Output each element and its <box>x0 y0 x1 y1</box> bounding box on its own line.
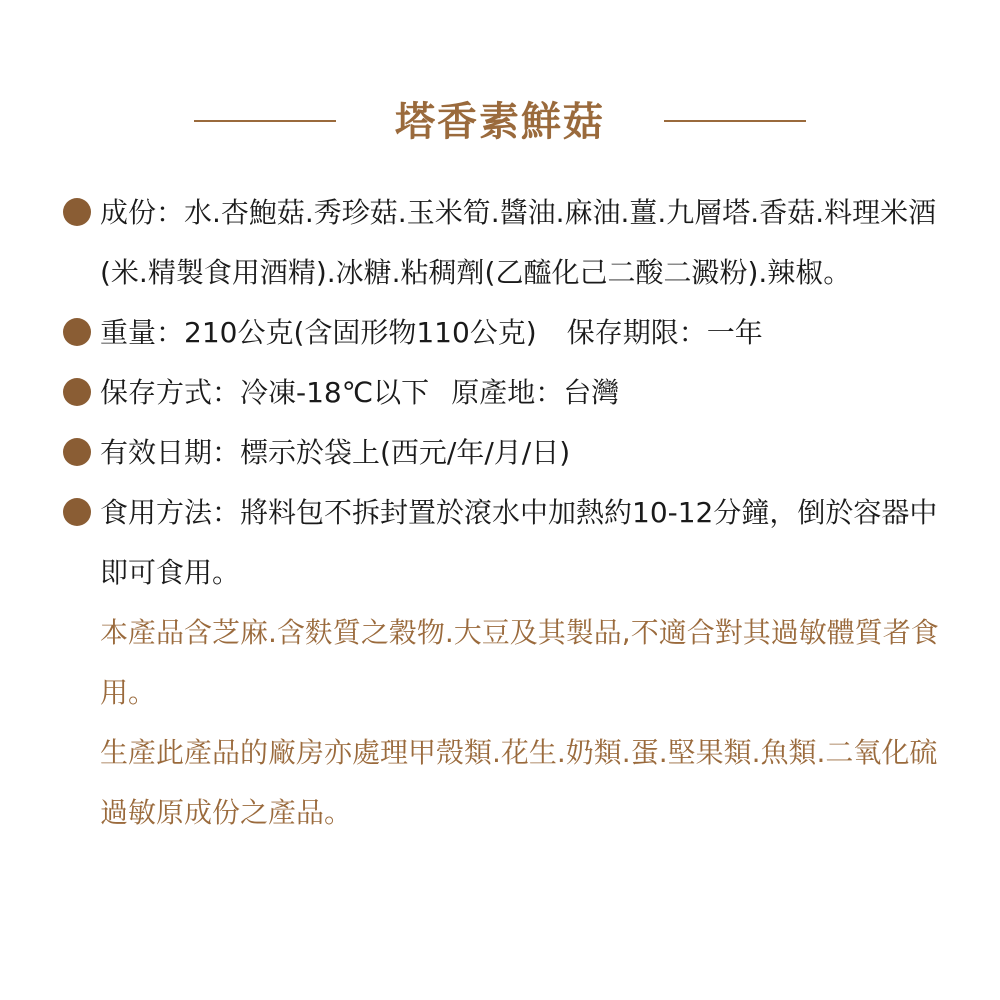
bullet-icon <box>63 318 91 346</box>
storage-text: 保存方式：冷凍-18℃以下 <box>100 376 430 409</box>
product-title: 塔香素鮮菇 <box>395 99 605 145</box>
bullet-icon <box>63 378 91 406</box>
weight-text: 重量：210公克(含固形物110公克) <box>100 316 537 349</box>
list-item-ingredients <box>62 183 962 303</box>
list-item-usage <box>62 483 962 603</box>
allergen-note-1: 本產品含芝麻.含麩質之穀物.大豆及其製品,不適合對其過敏體質者食用。 <box>100 616 939 709</box>
bullet-icon <box>63 438 91 466</box>
allergen-note-2: 生產此產品的廠房亦處理甲殼類.花生.奶類.蛋.堅果類.魚類.二氧化硫過敏原成份之產品。 <box>100 736 938 829</box>
bullet-icon <box>63 498 91 526</box>
expiry-text: 有效日期：標示於袋上(西元/年/月/日) <box>100 436 571 469</box>
origin-text: 原產地：台灣 <box>451 376 620 409</box>
usage-text: 食用方法：將料包不拆封置於滾水中加熱約10-12分鐘，倒於容器中即可食用。 <box>100 496 938 589</box>
ingredients-text: 成份：水.杏鮑菇.秀珍菇.玉米筍.醬油.麻油.薑.九層塔.香菇.料理米酒(米.精製食用酒精).冰糖.粘稠劑(乙醯化己二酸二澱粉).辣椒。 <box>100 196 937 289</box>
shelf-life-text: 保存期限：一年 <box>566 316 763 349</box>
list-item-expiry <box>62 423 962 483</box>
title-divider-left <box>194 120 336 122</box>
product-info-list <box>62 183 962 843</box>
list-item-weight <box>62 303 962 363</box>
title-divider-right <box>664 120 806 122</box>
list-item-storage <box>62 363 962 423</box>
title-row <box>0 88 1000 158</box>
bullet-icon <box>63 198 91 226</box>
